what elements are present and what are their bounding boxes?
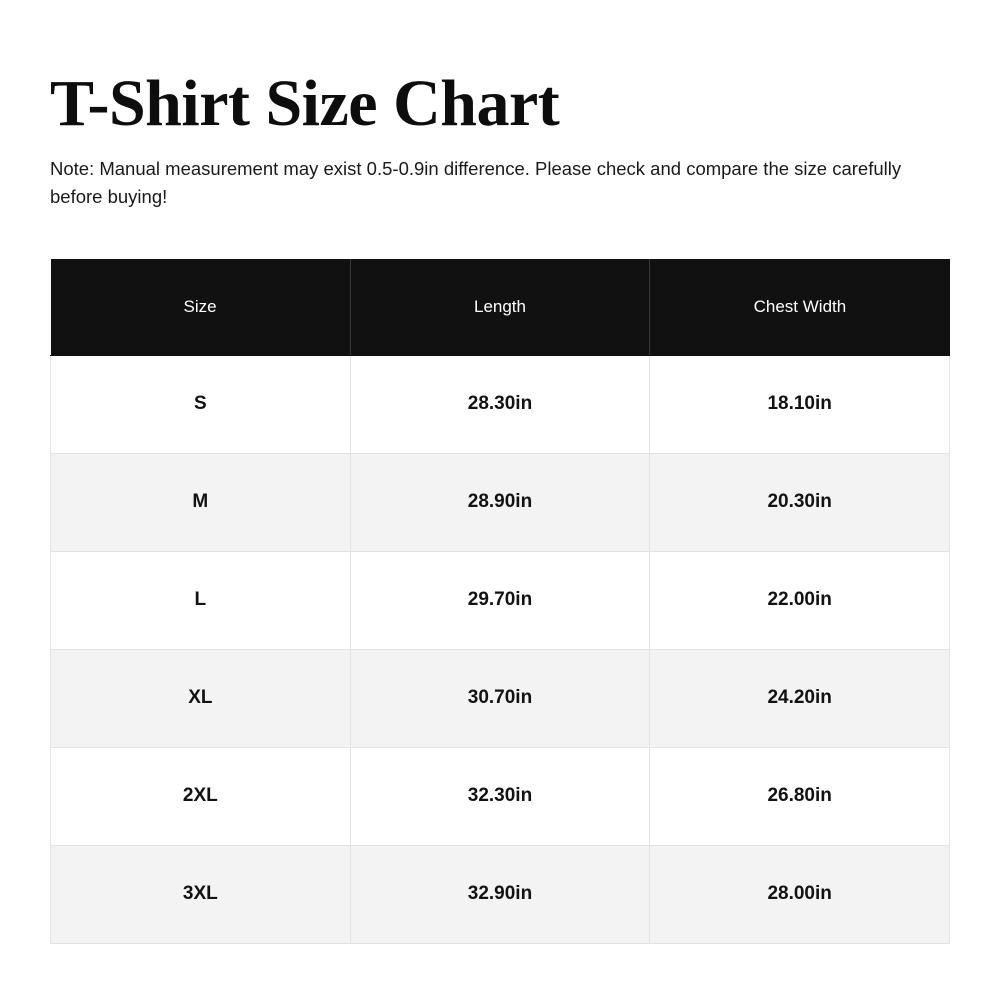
cell-size: L: [51, 551, 351, 649]
cell-length: 30.70in: [350, 649, 650, 747]
column-header-chest-width: Chest Width: [650, 259, 950, 356]
cell-length: 28.90in: [350, 453, 650, 551]
measurement-note: Note: Manual measurement may exist 0.5-0.9in difference. Please check and compare the size carefully before buying!: [50, 157, 902, 208]
table-row: [51, 649, 950, 747]
cell-chest-width: 26.80in: [650, 747, 950, 845]
table-row: [51, 355, 950, 453]
column-header-length: Length: [350, 259, 650, 356]
table-row: [51, 551, 950, 649]
cell-length: 28.30in: [350, 355, 650, 453]
table-row: [51, 845, 950, 943]
cell-size: 3XL: [51, 845, 351, 943]
cell-chest-width: 20.30in: [650, 453, 950, 551]
table-row: [51, 453, 950, 551]
cell-chest-width: 22.00in: [650, 551, 950, 649]
cell-chest-width: 28.00in: [650, 845, 950, 943]
table-row: [51, 747, 950, 845]
column-header-size: Size: [51, 259, 351, 356]
cell-size: XL: [51, 649, 351, 747]
cell-size: S: [51, 355, 351, 453]
size-chart-table: [50, 259, 950, 944]
cell-size: 2XL: [51, 747, 351, 845]
cell-chest-width: 24.20in: [650, 649, 950, 747]
table-body: [51, 355, 950, 943]
table-header-row: [51, 259, 950, 356]
page-title: T-Shirt Size Chart: [50, 67, 560, 140]
cell-length: 29.70in: [350, 551, 650, 649]
cell-size: M: [51, 453, 351, 551]
table-header: [51, 259, 950, 356]
cell-length: 32.30in: [350, 747, 650, 845]
cell-chest-width: 18.10in: [650, 355, 950, 453]
cell-length: 32.90in: [350, 845, 650, 943]
